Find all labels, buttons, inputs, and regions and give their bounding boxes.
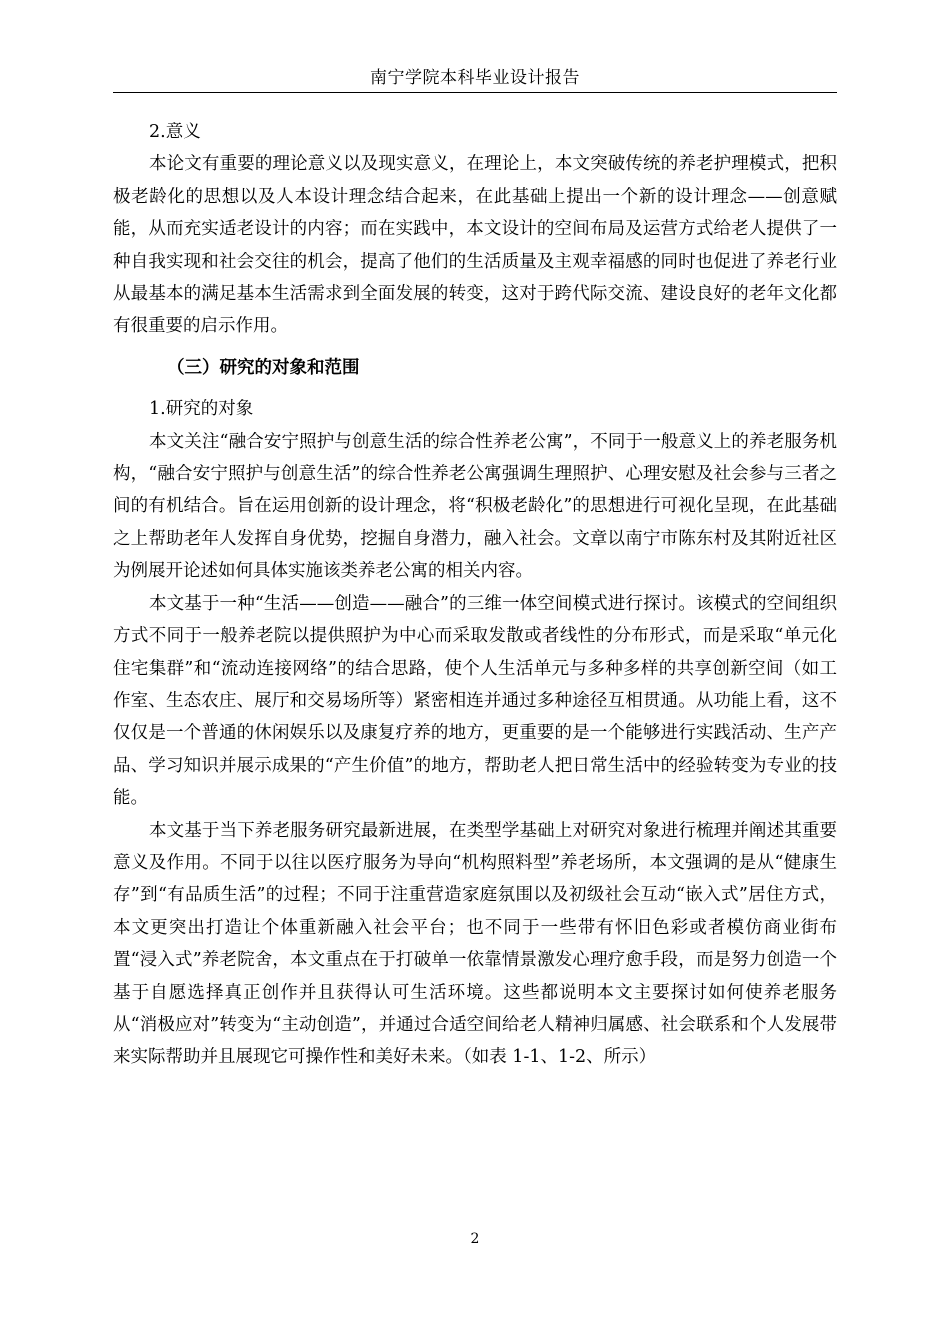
header-divider bbox=[113, 92, 837, 93]
paragraph-significance: 本论文有重要的理论意义以及现实意义，在理论上，本文突破传统的养老护理模式，把积极老龄化的思想以及人本设计理念结合起来，在此基础上提出一个新的设计理念——创意赋能，从而充实适老设计的内容；而在实践中，本文设计的空间布局及运营方式给老人提供了一种自我实现和社会交往的机会，提高了他们的生活质量及主观幸福感的同时也促进了养老行业从最基本的满足基本生活需求到全面发展的转变，这对于跨代际交流、建设良好的老年文化都有很重要的启示作用。 bbox=[113, 154, 837, 337]
subsection-heading-significance: 2.意义 bbox=[149, 122, 201, 142]
paragraph-research-object-2: 本文基于一种“生活——创造——融合”的三维一体空间模式进行探讨。该模式的空间组织方式不同于一般养老院以提供照护为中心而采取发散或者线性的分布形式，而是采取“单元化住宅集群”和“流动连接网络”的结合思路，使个人生活单元与多种多样的共享创新空间（如工作室、生态农庄、展厅和交易场所等）紧密相连并通过多种途径互相贯通。从功能上看，这不仅仅是一个普通的休闲娱乐以及康复疗养的地方，更重要的是一个能够进行实践活动、生产产品、学习知识并展示成果的“产生价值”的地方，帮助老人把日常生活中的经验转变为专业的技能。 bbox=[113, 593, 837, 809]
paragraph-research-object-3: 本文基于当下养老服务研究最新进展，在类型学基础上对研究对象进行梳理并阐述其重要意义及作用。不同于以往以医疗服务为导向“机构照料型”养老场所，本文强调的是从“健康生存”到“有品质生活”的过程；不同于注重营造家庭氛围以及初级社会互动“嵌入式”居住方式，本文更突出打造让个体重新融入社会平台；也不同于一些带有怀旧色彩或者模仿商业街布置“浸入式”养老院舍，本文重点在于打破单一依靠情景激发心理疗愈手段，而是努力创造一个基于自愿选择真正创作并且获得认可生活环境。这些都说明本文主要探讨如何使养老服务从“消极应对”转变为“主动创造”，并通过合适空间给老人精神归属感、社会联系和个人发展带来实际帮助并且展现它可操作性和美好未来。（如表 1-1、1-2、所示） bbox=[113, 820, 837, 1068]
paragraph-research-object-1: 本文关注“融合安宁照护与创意生活的综合性养老公寓”，不同于一般意义上的养老服务机构，“融合安宁照护与创意生活”的综合性养老公寓强调生理照护、心理安慰及社会参与三者之间的有机结合。旨在运用创新的设计理念，将“积极老龄化”的思想进行可视化呈现，在此基础之上帮助老年人发挥自身优势，挖掘自身潜力，融入社会。文章以南宁市陈东村及其附近社区为例展开论述如何具体实施该类养老公寓的相关内容。 bbox=[113, 431, 837, 582]
document-body bbox=[113, 116, 837, 1074]
page-number: 2 bbox=[470, 1231, 480, 1247]
page-header-title: 南宁学院本科毕业设计报告 bbox=[370, 68, 580, 88]
section-heading-objects-scope: （三）研究的对象和范围 bbox=[167, 357, 360, 378]
subsection-heading-research-object: 1.研究的对象 bbox=[149, 399, 254, 420]
